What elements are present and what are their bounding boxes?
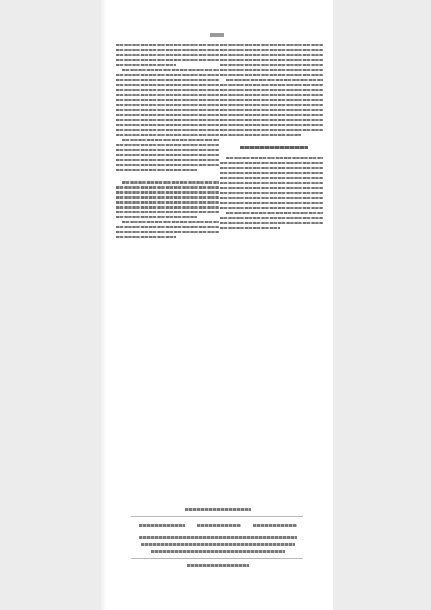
print-details-2 — [141, 543, 295, 546]
editorial-credits — [185, 508, 251, 511]
section-heading — [220, 144, 323, 151]
imprint-rule — [131, 516, 303, 517]
running-head — [101, 33, 333, 43]
right-column-text-top — [220, 44, 323, 136]
page-number — [210, 33, 224, 37]
left-column-text — [116, 44, 219, 238]
print-details-3 — [151, 550, 285, 553]
print-details-1 — [139, 536, 297, 539]
scan-edge-shade — [101, 0, 107, 610]
left-column — [116, 44, 219, 238]
production-credit-3 — [253, 524, 297, 527]
production-credit-1 — [139, 524, 185, 527]
production-credit-2 — [197, 524, 241, 527]
right-column-text-bottom — [220, 157, 323, 229]
document-page — [101, 0, 333, 610]
right-column — [220, 44, 323, 229]
imprint-rule-lower — [131, 558, 303, 559]
printer — [187, 564, 249, 567]
